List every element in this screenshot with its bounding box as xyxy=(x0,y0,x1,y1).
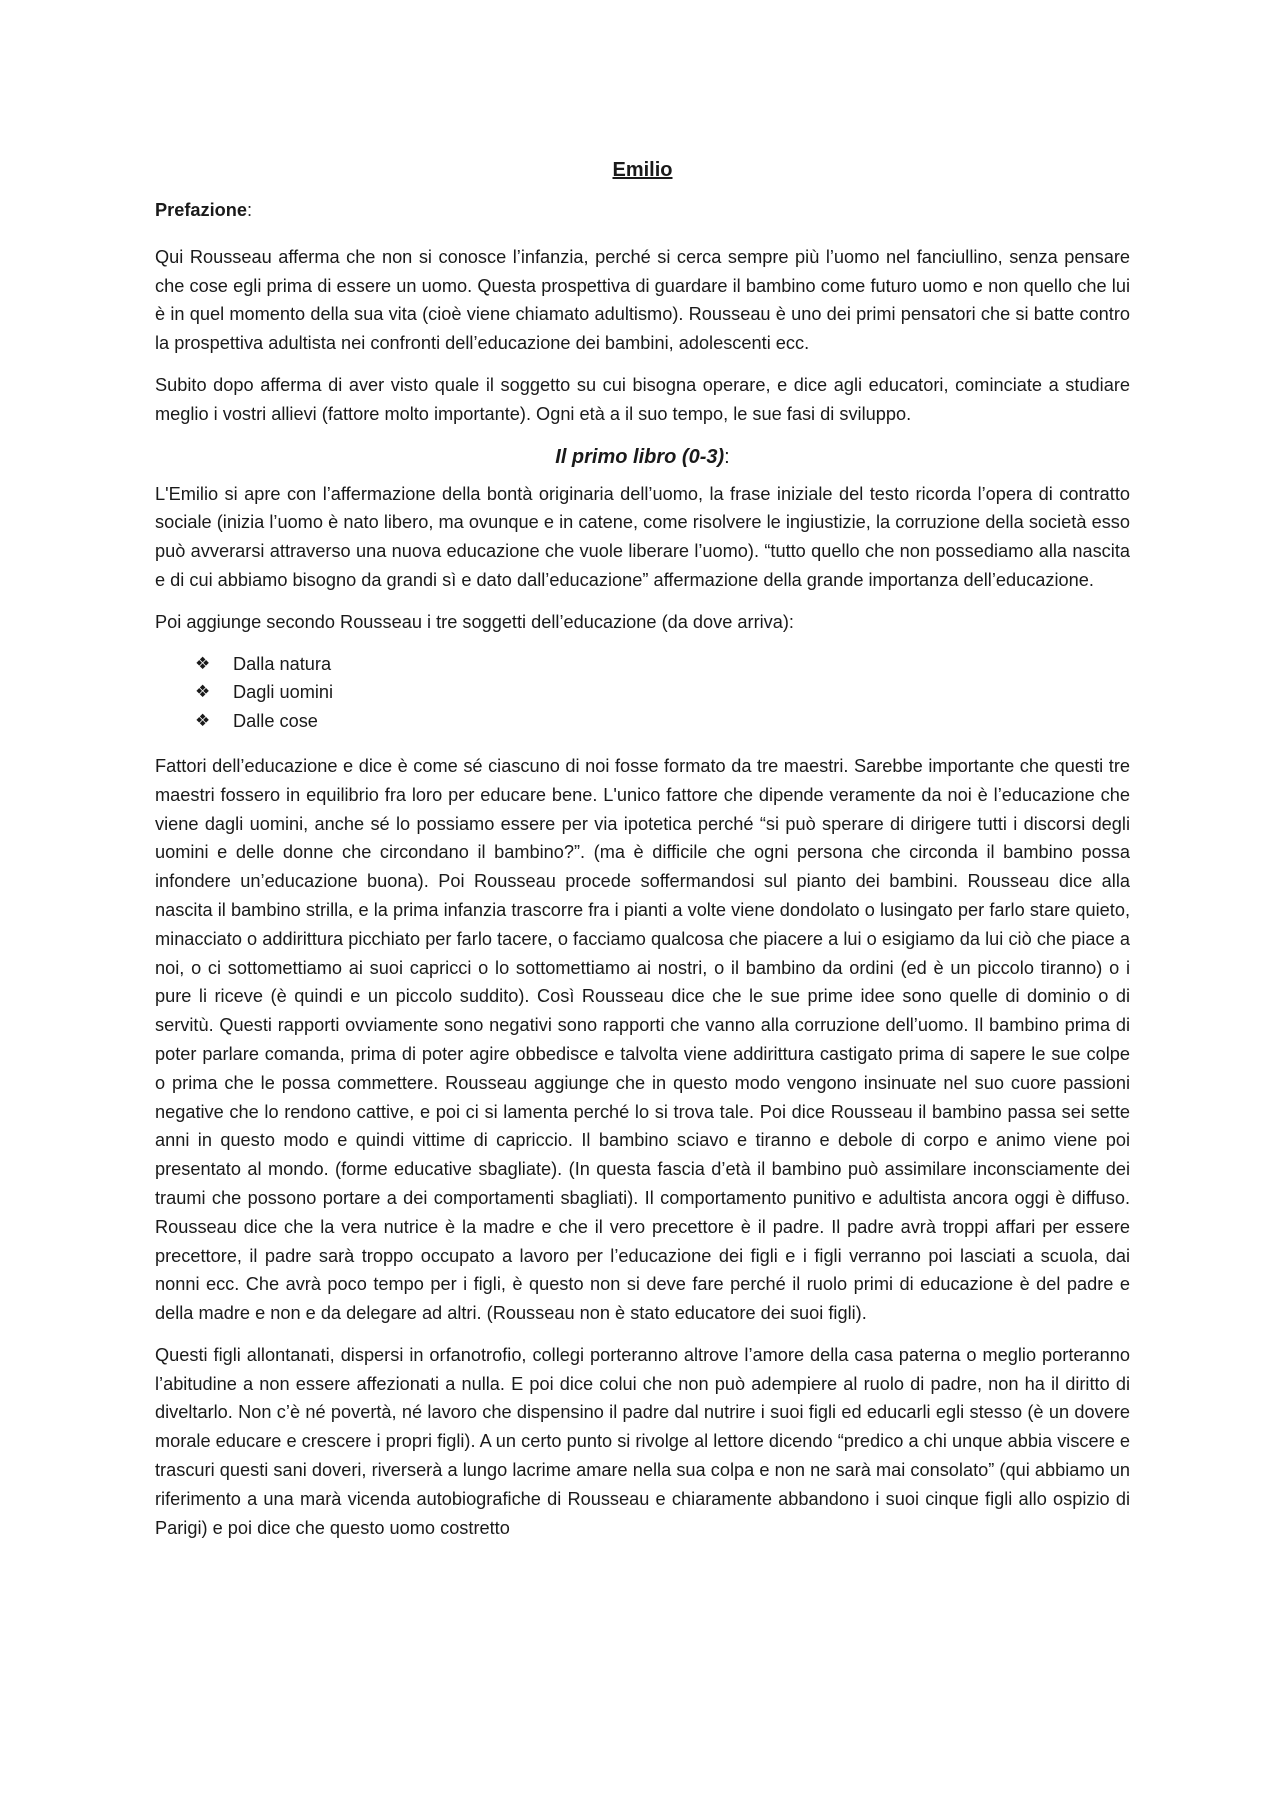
body-paragraph-2: Questi figli allontanati, dispersi in orfanotrofio, collegi porteranno altrove l’amore della casa paterna o meglio porteranno l’abitudine a non essere affezionati a nulla. E poi dice colui che non può adempiere al ruolo di padre, non ha il diritto di diveltarlo. Non c’è né povertà, né lavoro che dispensino il padre dal nutrire i suoi figli ed educarli egli stesso (è un dovere morale educare e crescere i propri figli). A un certo punto si rivolge al lettore dicendo “predico a chi unque abbia viscere e trascuri questi sani doveri, riverserà a lungo lacrime amare nella sua colpa e non ne sarà mai consolato” (qui abbiamo un riferimento a una marà vicenda autobiografiche di Rousseau e chiaramente abbandono i suoi cinque figli allo ospizio di Parigi) e poi dice che questo uomo costretto xyxy=(155,1344,1130,1538)
list-item xyxy=(195,707,1130,736)
chapter-paragraph-1: L'Emilio si apre con l’affermazione della bontà originaria dell’uomo, la frase iniziale del testo ricorda l’opera di contratto sociale (inizia l’uomo è nato libero, ma ovunque e in catene, come risolvere le ingiustizie, la corruzione della società esso può avverarsi attraverso una nuova educazione che vuole liberare l’uomo). “tutto quello che non possediamo alla nascita e di cui abbiamo bisogno da grandi sì e dato dall’educazione” affermazione della grande importanza dell’educazione. xyxy=(155,483,1130,590)
diamond-bullet-icon: ❖ xyxy=(195,711,211,731)
document-page xyxy=(155,152,1130,1555)
preface-paragraph-1: Qui Rousseau afferma che non si conosce l’infanzia, perché si cerca sempre più l’uomo nel fanciullino, senza pensare che cose egli prima di essere un uomo. Questa prospettiva di guardare il bambino come futuro uomo e non quello che lui è in quel momento della sua vita (cioè viene chiamato adultismo). Rousseau è uno dei primi pensatori che si batte contro la prospettiva adultista nei confronti dell’educazione dei bambini, adolescenti ecc. xyxy=(155,246,1130,354)
list-item-text: Dagli uomini xyxy=(233,682,334,703)
list-item xyxy=(195,650,1130,679)
education-sources-list xyxy=(155,650,1130,736)
chapter-paragraph-2: Poi aggiunge secondo Rousseau i tre soggetti dell’educazione (da dove arriva): xyxy=(155,611,794,632)
list-item-text: Dalla natura xyxy=(233,653,332,674)
preface-heading xyxy=(155,196,1130,225)
diamond-bullet-icon: ❖ xyxy=(195,682,211,702)
body-paragraph-1: Fattori dell’educazione e dice è come sé ciascuno di noi fosse formato da tre maestri. Sarebbe importante che questi tre maestri fossero in equilibrio fra loro per educare bene. L'unico fattore che dipende veramente da noi è l’educazione che viene dagli uomini, anche sé lo possiamo essere per via ipotetica perché “si può sperare di dirigere tutti i discorsi degli uomini e delle donne che circondano il bambino?”. (ma è difficile che ogni persona che circonda il bambino possa infondere un’educazione buona). Poi Rousseau procede soffermandosi sul pianto dei bambini. Rousseau dice alla nascita il bambino strilla, e la prima infanzia trascorre fra i pianti a volte viene dondolato o lusingato per farlo stare quieto, minacciato o addirittura picchiato per farlo tacere, o facciamo qualcosa che piacere a lui o esigiamo da lui ciò che piace a noi, o ci sottomettiamo ai suoi capricci o lo sottomettiamo ai nostri, o il bambino da ordini (ed è un piccolo tiranno) o i pure li riceve (è quindi e un piccolo suddito). Così Rousseau dice che le sue prime idee sono quelle di dominio o di servitù. Questi rapporti ovviamente sono negativi sono rapporti che vanno alla corruzione dell’uomo. Il bambino prima di poter parlare comanda, prima di poter agire obbedisce e talvolta viene addirittura castigato prima di sapere le sue colpe o prima che le possa commettere. Rousseau aggiunge che in questo modo vengono insinuate nel suo cuore passioni negative che lo rendono cattive, e poi ci si lamenta perché lo si trova tale. Poi dice Rousseau il bambino passa sei sette anni in questo modo e quindi vittime di capriccio. Il bambino sciavo e tiranno e debole di corpo e animo viene poi presentato al mondo. (forme educative sbagliate). (In questa fascia d’età il bambino può assimilare inconsciamente dei traumi che possono portare a dei comportamenti sbagliati). Il comportamento punitivo e adultista ancora oggi è diffuso. Rousseau dice che la vera nutrice è la madre e che il vero precettore è il padre. Il padre avrà troppi affari per essere precettore, il padre sarà troppo occupato a lavoro per l’educazione dei figli e i figli verranno poi lasciati a scuola, dai nonni ecc. Che avrà poco tempo per i figli, è questo non si deve fare perché il ruolo primi di educazione è del padre e della madre e non e da delegare ad altri. (Rousseau non è stato educatore dei suoi figli). xyxy=(155,755,1130,1324)
chapter-title-colon: : xyxy=(724,445,730,468)
chapter-title xyxy=(155,442,1130,472)
preface-paragraph-2: Subito dopo afferma di aver visto quale il soggetto su cui bisogna operare, e dice agli educatori, cominciate a studiare meglio i vostri allievi (fattore molto importante). Ogni età a il suo tempo, le sue fasi di sviluppo. xyxy=(155,374,1130,424)
preface-heading-colon: : xyxy=(246,200,253,220)
diamond-bullet-icon: ❖ xyxy=(195,653,211,673)
document-title: Emilio xyxy=(612,159,673,181)
list-item xyxy=(195,678,1130,707)
chapter-title-text: Il primo libro (0-3) xyxy=(555,445,725,468)
preface-heading-text: Prefazione xyxy=(155,200,247,220)
list-item-text: Dalle cose xyxy=(233,711,318,732)
